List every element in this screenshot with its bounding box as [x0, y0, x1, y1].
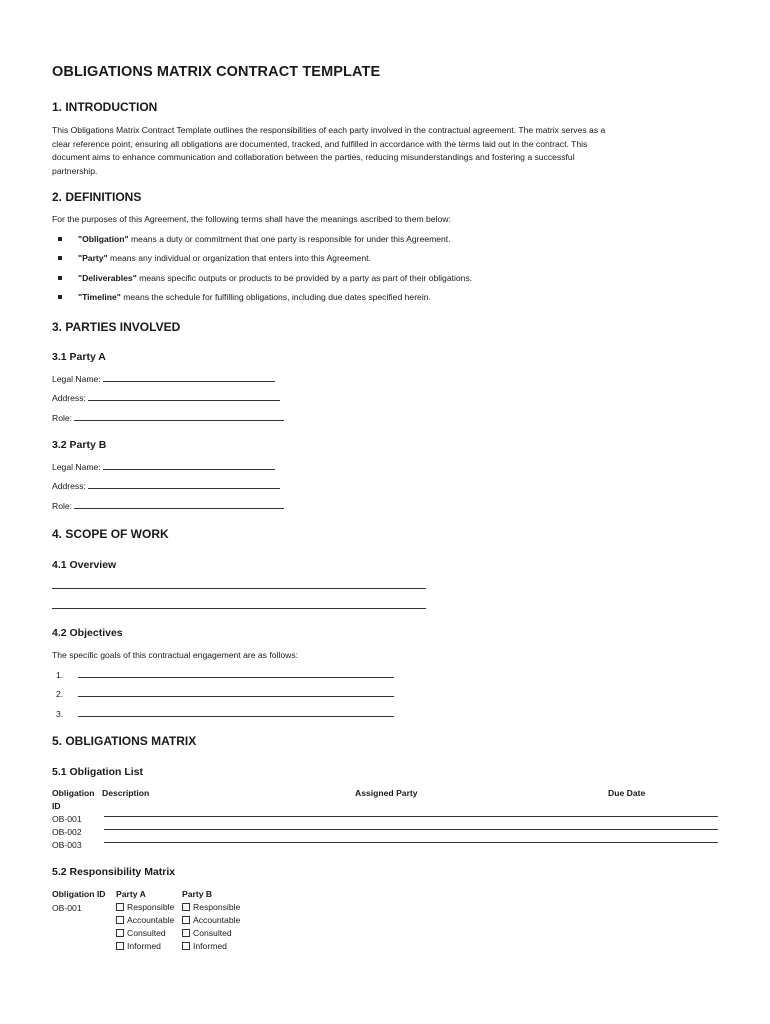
- party-a-legal-name-field[interactable]: [52, 373, 275, 384]
- section-heading-parties: 3. PARTIES INVOLVED: [52, 320, 181, 334]
- checkbox-label: Consulted: [193, 928, 232, 938]
- checkbox-icon[interactable]: [182, 942, 190, 950]
- party-b-consulted-checkbox[interactable]: [182, 928, 232, 938]
- fill-in-blank[interactable]: [103, 461, 275, 470]
- intro-line: clear reference point, ensuring all obligations are documented, tracked, and fulfilled in accordance with the terms laid out in the contract. This: [52, 138, 588, 149]
- definitions-lead: For the purposes of this Agreement, the following terms shall have the meanings ascribed to them below:: [52, 214, 451, 224]
- checkbox-label: Informed: [193, 941, 227, 951]
- objectives-lead: The specific goals of this contractual engagement are as follows:: [52, 650, 299, 660]
- party-a-informed-checkbox[interactable]: [116, 941, 161, 951]
- checkbox-icon[interactable]: [182, 903, 190, 911]
- bullet-icon: [58, 276, 62, 280]
- checkbox-icon[interactable]: [182, 916, 190, 924]
- field-label: Role:: [52, 501, 73, 511]
- subheading-obligation-list: 5.1 Obligation List: [52, 766, 144, 778]
- party-a-role-field[interactable]: [52, 412, 284, 423]
- intro-line: This Obligations Matrix Contract Template outlines the responsibilities of each party involved in the contractual agreement. The matrix serves as a: [52, 125, 606, 135]
- checkbox-label: Accountable: [193, 915, 241, 925]
- obligation-row-blank[interactable]: [104, 816, 718, 817]
- objective-item[interactable]: [56, 688, 394, 699]
- party-a-address-field[interactable]: [52, 392, 280, 403]
- subheading-party-b: 3.2 Party B: [52, 439, 107, 451]
- definition-item: [58, 292, 431, 302]
- column-header-description: Description: [102, 788, 150, 798]
- fill-in-blank[interactable]: [103, 373, 275, 382]
- fill-in-blank[interactable]: [74, 500, 284, 509]
- column-header-party-b: Party B: [182, 889, 213, 899]
- definition-text: means a duty or commitment that one party is responsible for under this Agreement.: [128, 234, 451, 244]
- field-label: Role:: [52, 413, 73, 423]
- obligation-id-cell: OB-002: [52, 827, 82, 837]
- definition-text: means any individual or organization that enters into this Agreement.: [107, 253, 371, 263]
- fill-in-blank[interactable]: [88, 480, 280, 489]
- field-label: Legal Name:: [52, 462, 101, 472]
- objective-number: 3.: [56, 709, 64, 719]
- definition-item: [58, 253, 371, 263]
- intro-line: partnership.: [52, 165, 98, 176]
- fill-in-blank[interactable]: [88, 392, 280, 401]
- column-header-party-a: Party A: [116, 889, 146, 899]
- overview-blank-line[interactable]: [52, 608, 426, 609]
- party-b-legal-name-field[interactable]: [52, 461, 275, 472]
- party-b-role-field[interactable]: [52, 500, 284, 511]
- column-header-obligation-id: Obligation ID: [52, 889, 106, 899]
- party-a-accountable-checkbox[interactable]: [116, 915, 174, 925]
- objective-item[interactable]: [56, 708, 394, 719]
- definition-item: [58, 273, 472, 283]
- checkbox-label: Consulted: [127, 928, 166, 938]
- objective-number: 1.: [56, 670, 64, 680]
- section-heading-introduction: 1. INTRODUCTION: [52, 100, 158, 114]
- field-label: Address:: [52, 393, 86, 403]
- subheading-objectives: 4.2 Objectives: [52, 627, 123, 639]
- fill-in-blank[interactable]: [78, 688, 394, 697]
- definition-item: [58, 234, 451, 244]
- checkbox-label: Informed: [127, 941, 161, 951]
- checkbox-label: Accountable: [127, 915, 175, 925]
- field-label: Legal Name:: [52, 374, 101, 384]
- obligation-row-blank[interactable]: [104, 842, 718, 843]
- obligation-row-blank[interactable]: [104, 829, 718, 830]
- section-heading-obligations-matrix: 5. OBLIGATIONS MATRIX: [52, 734, 197, 748]
- subheading-overview: 4.1 Overview: [52, 559, 117, 571]
- column-header-obligation-id: Obligation ID: [52, 788, 95, 811]
- obligation-id-cell: OB-001: [52, 903, 82, 913]
- introduction-paragraph: [52, 124, 605, 178]
- party-b-accountable-checkbox[interactable]: [182, 915, 240, 925]
- subheading-party-a: 3.1 Party A: [52, 351, 106, 363]
- definition-term: "Party": [78, 253, 108, 263]
- field-label: Address:: [52, 481, 86, 491]
- fill-in-blank[interactable]: [78, 669, 394, 678]
- checkbox-icon[interactable]: [116, 903, 124, 911]
- definition-text: means specific outputs or products to be provided by a party as part of their obligations.: [136, 273, 473, 283]
- bullet-icon: [58, 295, 62, 299]
- column-header-due-date: Due Date: [608, 788, 646, 798]
- party-a-responsible-checkbox[interactable]: [116, 902, 174, 912]
- intro-line: document aims to enhance communication and collaboration between the parties, reducing misunderstandings and fostering a successful: [52, 152, 575, 162]
- definition-term: "Obligation": [78, 234, 129, 244]
- party-b-address-field[interactable]: [52, 480, 280, 491]
- column-header-assigned-party: Assigned Party: [355, 788, 418, 798]
- party-b-informed-checkbox[interactable]: [182, 941, 227, 951]
- checkbox-icon[interactable]: [116, 916, 124, 924]
- fill-in-blank[interactable]: [78, 708, 394, 717]
- checkbox-label: Responsible: [193, 902, 241, 912]
- party-a-consulted-checkbox[interactable]: [116, 928, 166, 938]
- checkbox-icon[interactable]: [116, 942, 124, 950]
- subheading-responsibility-matrix: 5.2 Responsibility Matrix: [52, 866, 176, 878]
- bullet-icon: [58, 256, 62, 260]
- section-heading-scope: 4. SCOPE OF WORK: [52, 527, 169, 541]
- definition-text: means the schedule for fulfilling obligations, including due dates specified herein.: [120, 292, 431, 302]
- overview-blank-line[interactable]: [52, 588, 426, 589]
- party-b-responsible-checkbox[interactable]: [182, 902, 240, 912]
- obligation-id-cell: OB-001: [52, 814, 82, 824]
- objective-number: 2.: [56, 689, 64, 699]
- definition-term: "Deliverables": [78, 273, 137, 283]
- checkbox-label: Responsible: [127, 902, 175, 912]
- definition-term: "Timeline": [78, 292, 121, 302]
- objective-item[interactable]: [56, 669, 394, 680]
- checkbox-icon[interactable]: [116, 929, 124, 937]
- fill-in-blank[interactable]: [74, 412, 284, 421]
- document-title: OBLIGATIONS MATRIX CONTRACT TEMPLATE: [52, 64, 381, 80]
- obligation-id-cell: OB-003: [52, 840, 82, 850]
- checkbox-icon[interactable]: [182, 929, 190, 937]
- bullet-icon: [58, 237, 62, 241]
- section-heading-definitions: 2. DEFINITIONS: [52, 190, 142, 204]
